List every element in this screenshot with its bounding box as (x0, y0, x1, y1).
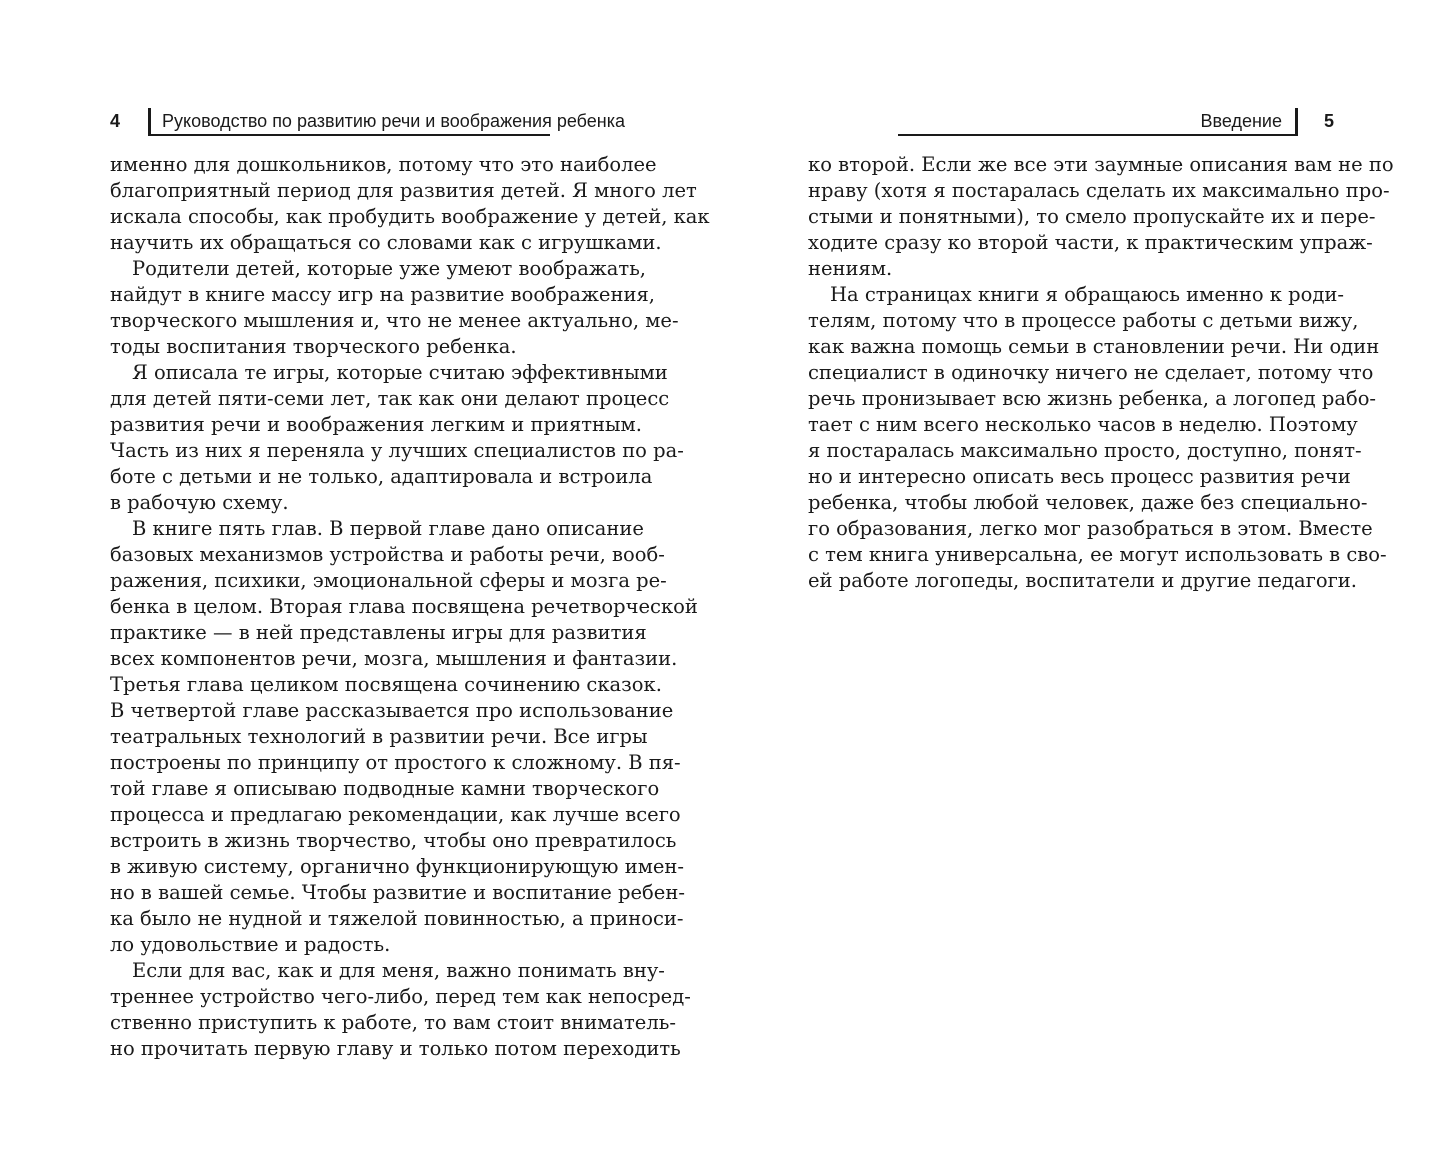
text-line: базовых механизмов устройства и работы речи, вооб- (110, 543, 665, 566)
text-line: треннее устройство чего-либо, перед тем как непосред- (110, 985, 691, 1008)
paragraph (808, 282, 1387, 594)
text-line: телям, потому что в процессе работы с детьми вижу, (808, 309, 1359, 332)
text-line: боте с детьми и не только, адаптировала и встроила (110, 465, 653, 488)
text-line: ло удовольствие и радость. (110, 933, 391, 956)
text-line: ходите сразу ко второй части, к практическим упраж- (808, 231, 1373, 254)
text-line: В четвертой главе рассказывается про использование (110, 699, 674, 722)
right-running-head (898, 106, 1334, 136)
text-line: построены по принципу от простого к сложному. В пя- (110, 751, 681, 774)
left-running-head (110, 106, 626, 136)
page-number: 5 (1323, 111, 1334, 131)
text-line: На страницах книги я обращаюсь именно к роди- (830, 283, 1344, 306)
text-line: как важна помощь семьи в становлении речи. Ни один (808, 335, 1380, 358)
text-line: Часть из них я переняла у лучших специалистов по ра- (110, 439, 684, 462)
running-head-rule (148, 134, 550, 136)
left-body-text (110, 152, 710, 1062)
text-line: но прочитать первую главу и только потом переходить (110, 1037, 681, 1060)
text-line: ражения, психики, эмоциональной сферы и мозга ре- (110, 569, 667, 592)
text-line: в рабочую схему. (110, 491, 289, 514)
paragraph (110, 152, 710, 256)
text-line: развития речи и воображения легким и приятным. (110, 413, 642, 436)
text-line: именно для дошкольников, потому что это наиболее (110, 153, 657, 176)
text-line: благоприятный период для развития детей. Я много лет (110, 179, 697, 202)
text-line: я постаралась максимально просто, доступно, понят- (808, 439, 1362, 462)
text-line: найдут в книге массу игр на развитие воображения, (110, 283, 655, 306)
running-head-divider (1295, 108, 1298, 134)
page-number: 4 (110, 111, 121, 131)
text-line: стыми и понятными), то смело пропускайте их и пере- (808, 205, 1376, 228)
text-line: но в вашей семье. Чтобы развитие и воспитание ребен- (110, 881, 685, 904)
text-line: ко второй. Если же все эти заумные описания вам не по (808, 153, 1394, 176)
right-body-text (808, 152, 1394, 594)
paragraph (110, 256, 679, 360)
text-line: Если для вас, как и для меня, важно понимать вну- (132, 959, 665, 982)
text-line: Я описала те игры, которые считаю эффективными (132, 361, 668, 384)
text-line: всех компонентов речи, мозга, мышления и фантазии. (110, 647, 678, 670)
text-line: но и интересно описать весь процесс развития речи (808, 465, 1351, 488)
text-line: ственно приступить к работе, то вам стоит вниматель- (110, 1011, 676, 1034)
text-line: речь пронизывает всю жизнь ребенка, а логопед рабо- (808, 387, 1377, 410)
text-line: в живую систему, органично функционирующую имен- (110, 855, 685, 878)
paragraph (110, 360, 684, 516)
text-line: го образования, легко мог разобраться в этом. Вместе (808, 517, 1373, 540)
paragraph (110, 958, 691, 1062)
text-line: научить их обращаться со словами как с игрушками. (110, 231, 662, 254)
paragraph (110, 516, 698, 958)
text-line: ка было не нудной и тяжелой повинностью, а приноси- (110, 907, 684, 930)
text-line: театральных технологий в развитии речи. Все игры (110, 725, 648, 748)
text-line: встроить в жизнь творчество, чтобы оно превратилось (110, 829, 677, 852)
text-line: творческого мышления и, что не менее актуально, ме- (110, 309, 679, 332)
text-line: бенка в целом. Вторая глава посвящена речетворческой (110, 595, 698, 618)
text-line: тает с ним всего несколько часов в неделю. Поэтому (808, 413, 1358, 436)
text-line: той главе я описываю подводные камни творческого (110, 777, 660, 800)
paragraph (808, 152, 1394, 282)
text-line: тоды воспитания творческого ребенка. (110, 335, 517, 358)
text-line: Родители детей, которые уже умеют воображать, (132, 257, 647, 280)
text-line: искала способы, как пробудить воображение у детей, как (110, 205, 710, 228)
text-line: нраву (хотя я постаралась сделать их максимально про- (808, 179, 1390, 202)
text-line: В книге пять глав. В первой главе дано описание (132, 517, 644, 540)
running-head-divider (148, 108, 151, 134)
text-line: практике — в ней представлены игры для развития (110, 621, 647, 644)
text-line: Третья глава целиком посвящена сочинению сказок. (110, 673, 662, 696)
text-line: с тем книга универсальна, ее могут использовать в сво- (808, 543, 1387, 566)
text-line: специалист в одиночку ничего не сделает, потому что (808, 361, 1374, 384)
running-title: Руководство по развитию речи и воображения ребенка (162, 111, 626, 131)
text-line: для детей пяти-семи лет, так как они делают процесс (110, 387, 670, 410)
text-line: нениям. (808, 257, 893, 280)
text-line: ей работе логопеды, воспитатели и другие педагоги. (808, 569, 1357, 592)
text-line: ребенка, чтобы любой человек, даже без специально- (808, 491, 1368, 514)
running-title: Введение (1200, 111, 1282, 131)
text-line: процесса и предлагаю рекомендации, как лучше всего (110, 803, 681, 826)
